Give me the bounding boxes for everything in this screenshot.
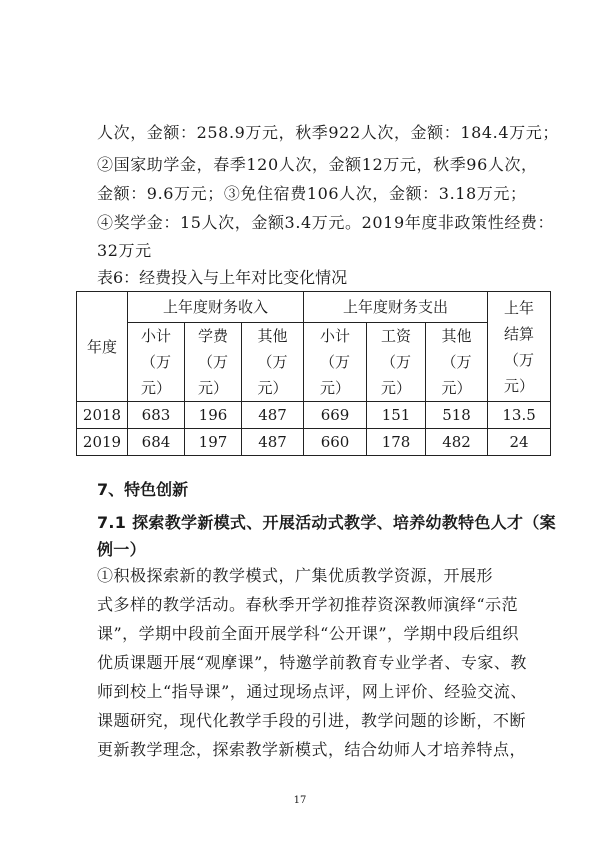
subsection-heading [97,509,557,563]
section-heading: 7、特色创新 [97,480,189,499]
col-expense-other: 其他 （万 元） [426,323,488,402]
table-cell: 13.5 [488,402,551,429]
body-line: 人次，金额：258.9万元，秋季922人次，金额：184.4万元； [97,123,559,142]
table-row [77,402,551,429]
col-tuition: 学费 （万 元） [185,323,242,402]
table-cell: 2018 [77,402,128,429]
balance-header [488,292,551,402]
balance-header-line: 元） [504,376,535,395]
table-cell: 482 [426,429,488,456]
paragraph-line: 式多样的教学活动。春秋季开学初推荐资深教师演绎“示范 [97,595,519,614]
paragraph-line: 更新教学理念，探索教学新模式，结合幼师人才培养特点， [97,740,527,759]
table-cell: 669 [304,402,367,429]
table-cell: 197 [185,429,242,456]
col-expense-subtotal: 小计 （万 元） [304,323,367,402]
body-line: ②国家助学金，春季120人次，金额12万元，秋季96人次， [97,155,538,174]
table-cell: 487 [242,402,304,429]
table-cell: 683 [128,402,185,429]
body-line: 金额：9.6万元；③免住宿费106人次，金额：3.18万元； [97,184,527,203]
paragraph-line: 师到校上“指导课”，通过现场点评，网上评价、经验交流、 [97,682,527,701]
table-cell: 487 [242,429,304,456]
table-cell: 2019 [77,429,128,456]
body-line: 32万元 [97,241,152,260]
paragraph-line: 优质课题开展“观摩课”，特邀学前教育专业学者、专家、教 [97,653,527,672]
table-cell: 196 [185,402,242,429]
page-number: 17 [293,795,307,806]
expense-group-header: 上年度财务支出 [304,292,488,323]
balance-header-line: 结算 [504,324,535,343]
paragraph-line: 课”，学期中段前全面开展学科“公开课”，学期中段后组织 [97,624,520,643]
table-cell: 684 [128,429,185,456]
col-wages: 工资 （万 元） [367,323,426,402]
table-cell: 151 [367,402,426,429]
year-header: 年度 [77,292,128,402]
table-row [77,429,551,456]
subsection-heading-line: 例一） [97,540,146,559]
table-cell: 178 [367,429,426,456]
table-cell: 660 [304,429,367,456]
balance-header-line: 上年 [504,298,535,317]
finance-table [76,291,551,456]
table-caption: 表6：经费投入与上年对比变化情况 [97,268,348,287]
paragraph-line: 课题研究，现代化教学手段的引进，教学问题的诊断，不断 [97,711,527,730]
table-cell: 518 [426,402,488,429]
col-income-other: 其他 （万 元） [242,323,304,402]
table-cell: 24 [488,429,551,456]
paragraph-line: ①积极探索新的教学模式，广集优质教学资源，开展形 [97,566,494,585]
balance-header-line: （万 [504,350,535,369]
income-group-header: 上年度财务收入 [128,292,304,323]
body-line: ④奖学金：15人次，金额3.4万元。2019年度非政策性经费： [97,213,555,232]
col-income-subtotal: 小计 （万 元） [128,323,185,402]
subsection-heading-line: 7.1 探索教学新模式、开展活动式教学、培养幼教特色人才（案 [97,513,556,532]
